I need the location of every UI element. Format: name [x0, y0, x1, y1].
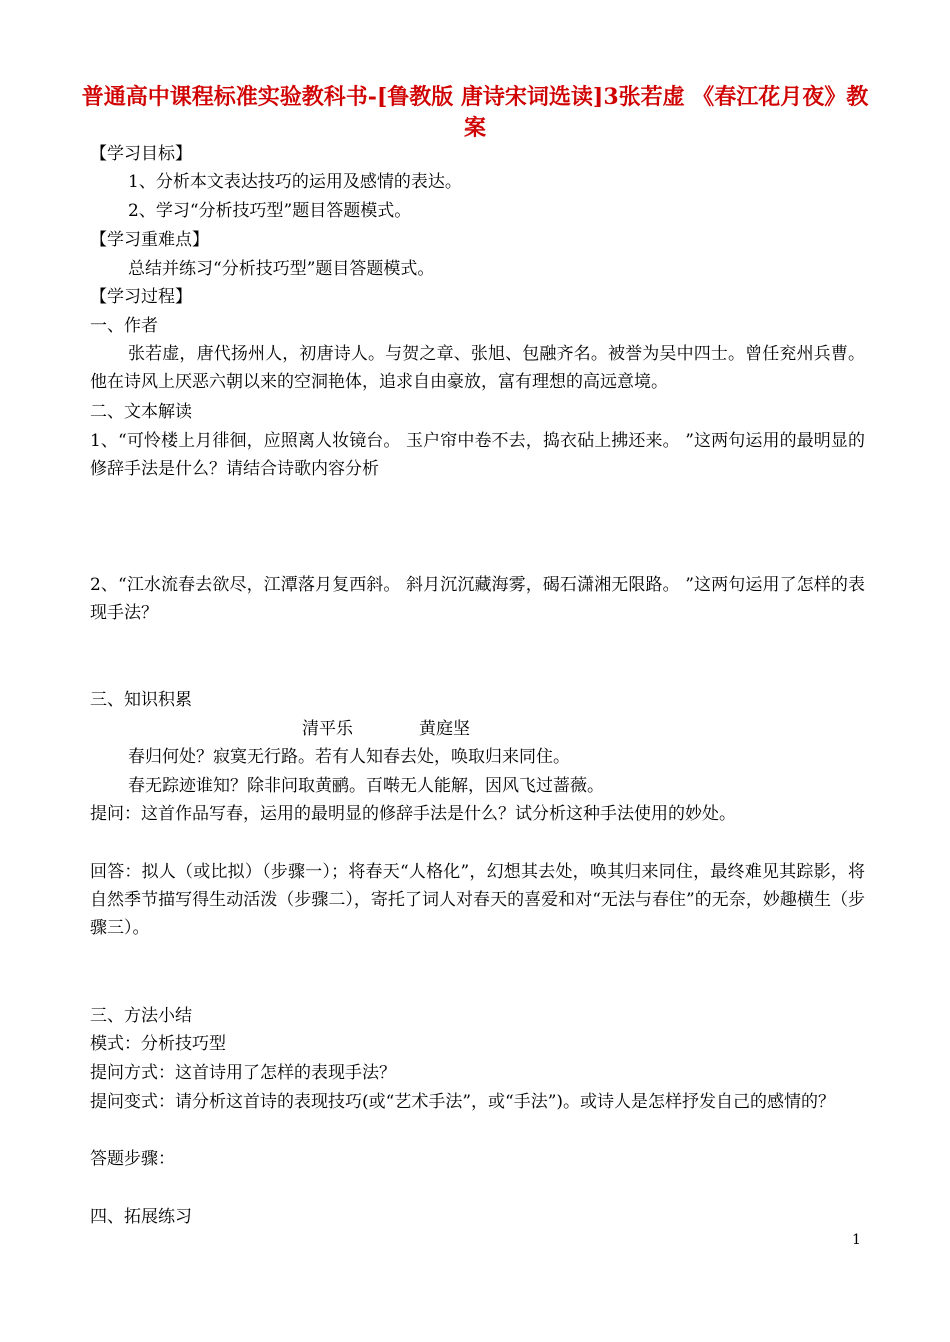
author-text: 张若虚，唐代扬州人，初唐诗人。与贺之章、张旭、包融齐名。被誉为吴中四士。曾任兖州兵曹。他在诗风上厌恶六朝以来的空洞艳体，追求自由豪放，富有理想的高远意境。 [90, 344, 865, 392]
poem-author: 黄庭坚 [419, 719, 470, 739]
poem-line-1: 春归何处？寂寞无行路。若有人知春去处，唤取归来同住。 [128, 747, 570, 767]
question-2: 2、“江水流春去欲尽，江潭落月复西斜。 斜月沉沉藏海雾，碣石潇湘无限路。 ”这两句运用了怎样的表现手法？ [90, 575, 865, 623]
difficulty-text: 总结并练习“分析技巧型”题目答题模式。 [128, 259, 435, 279]
goals-heading: 【学习目标】 [90, 144, 192, 164]
ask-variant-text: 提问变式：请分析这首诗的表现技巧(或“艺术手法”，或“手法”)。或诗人是怎样抒发自己的感情的？ [90, 1092, 836, 1112]
goal-item-2: 2、学习“分析技巧型”题目答题模式。 [128, 201, 412, 221]
document-title: 普通高中课程标准实验教科书-[鲁教版 唐诗宋词选读]3张若虚 《春江花月夜》教案 [81, 84, 869, 141]
mode-text: 模式：分析技巧型 [90, 1034, 226, 1054]
question-1: 1、“可怜楼上月徘徊，应照离人妆镜台。 玉户帘中卷不去，捣衣砧上拂还来。 ”这两句运用的最明显的修辞手法是什么？请结合诗歌内容分析 [90, 431, 865, 479]
author-heading: 一、作者 [90, 316, 158, 336]
method-heading: 三、方法小结 [90, 1006, 192, 1026]
poem-line-2: 春无踪迹谁知？除非问取黄鹂。百啭无人能解，因风飞过蔷薇。 [128, 776, 604, 796]
page-number: 1 [852, 1232, 861, 1248]
steps-text: 答题步骤： [90, 1149, 175, 1169]
ask-way-text: 提问方式：这首诗用了怎样的表现手法？ [90, 1063, 396, 1083]
question-text: 提问：这首作品写春，运用的最明显的修辞手法是什么？试分析这种手法使用的妙处。 [90, 804, 736, 824]
practice-heading: 四、拓展练习 [90, 1207, 192, 1227]
poem-title: 清平乐 [302, 719, 353, 739]
reading-heading: 二、文本解读 [90, 402, 192, 422]
process-heading: 【学习过程】 [90, 287, 192, 307]
goal-item-1: 1、分析本文表达技巧的运用及感情的表达。 [128, 172, 462, 192]
answer-text: 回答：拟人（或比拟）（步骤一）；将春天“人格化”，幻想其去处，唤其归来同住，最终难见其踪影，将自然季节描写得生动活泼（步骤二），寄托了词人对春天的喜爱和对“无法与春住”的无奈，妙趣横生（步骤三）。 [90, 862, 865, 938]
knowledge-heading: 三、知识积累 [90, 690, 192, 710]
difficulty-heading: 【学习重难点】 [90, 230, 209, 250]
